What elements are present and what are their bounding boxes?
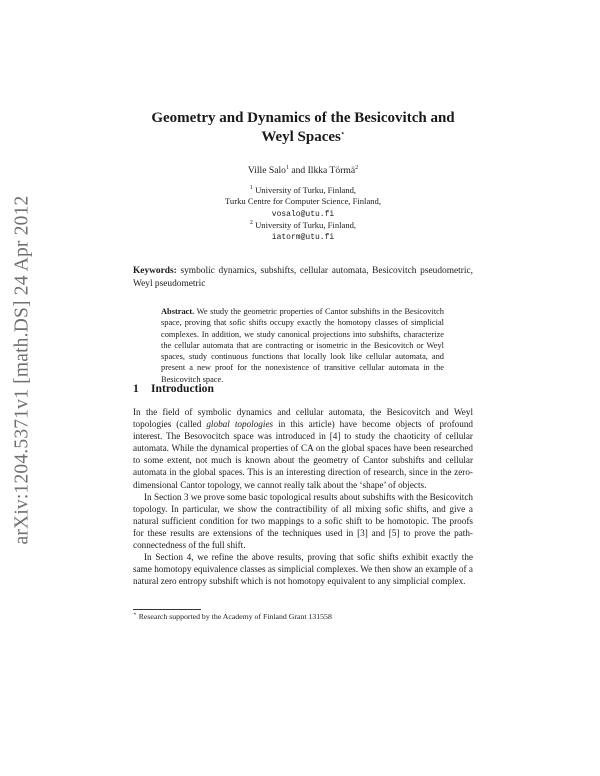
paragraph: In Section 3 we prove some basic topological results about subshifts with the Besicovitch topology. In particular, we show the contractibility of all mixing sofic shifts, and give a natural sufficient condition for two mappings to a sofic shift to be homotopic. The proofs for these results are extensions of the techniques used in [3] and [5] to prove the path-connectedness of the full shift. xyxy=(133,491,473,551)
footnote-text: Research supported by the Academy of Finland Grant 131558 xyxy=(136,612,332,621)
title-footnote-mark: ⋆ xyxy=(340,131,345,137)
abstract-label: Abstract. xyxy=(161,307,195,316)
keywords-text: symbolic dynamics, subshifts, cellular automata, Besicovitch pseudometric, Weyl pseudometric xyxy=(133,266,473,289)
paragraph xyxy=(133,406,473,491)
affiliation-line xyxy=(133,196,473,207)
paragraph-text: in this article) have become objects of profound interest. The Besovocitch space was introduced in [4] to study the chaoticity of cellular automata. While the dynamical properties of CA on the global spaces have been researched to some extent, not much is known about the geometry of Cantor subshifts and cellular automata in the global spaces. This is an interesting direction of research, since in the zero-dimensional Cantor topology, we cannot really talk about the ‘shape’ of objects. xyxy=(133,419,474,490)
footnote xyxy=(133,612,473,621)
affiliation-line xyxy=(133,231,473,243)
author-affil-mark: 1 xyxy=(285,164,289,171)
section-heading xyxy=(133,382,473,395)
affiliation-line xyxy=(133,185,473,196)
paragraph-text: In the field of symbolic dynamics and cellular automata, the Besicovitch and Weyl topologies (called xyxy=(133,407,473,430)
footnote-rule xyxy=(133,609,201,610)
keywords-label: Keywords: xyxy=(133,266,177,276)
arxiv-stamp-text: arXiv:1204.5371v1 [math.DS] 24 Apr 2012 xyxy=(12,195,33,545)
title-line-2: Weyl Spaces xyxy=(261,129,341,145)
emphasis-text: global topologies xyxy=(206,419,274,430)
affiliation-university: University of Turku, Finland, xyxy=(255,219,357,230)
affiliations xyxy=(133,185,473,243)
affiliation-centre: Turku Centre for Computer Science, Finland, xyxy=(224,196,382,207)
affiliation-university: University of Turku, Finland, xyxy=(255,185,357,195)
author-conjunction: and xyxy=(288,165,308,176)
arxiv-stamp xyxy=(8,180,38,560)
section-number: 1 xyxy=(133,382,139,395)
author-name: Ilkka Törmä xyxy=(307,165,356,176)
paragraph: In Section 4, we refine the above results, proving that sofic shifts exhibit exactly the same homotopy equivalence classes as simplicial complexes. We then show an example of a natural zero entropy subshift which is not homotopy equivalent to any simplicial complex. xyxy=(133,552,473,587)
author-list xyxy=(133,165,473,176)
affiliation-line xyxy=(133,208,473,220)
author-affil-mark: 2 xyxy=(355,164,359,171)
abstract-text: We study the geometric properties of Cantor subshifts in the Besicovitch space, proving that sofic shifts occupy exactly the homotopy classes of simplicial complexes. In addition, we study canonical projections into subshifts, characterize the cellular automata that are contracting or isometric in the Besicovitch or Weyl spaces, study continuous functions that locally look like cellular automata, and present a new proof for the nonexistence of transitive cellular automata in the Besicovitch space. xyxy=(161,307,444,384)
author-email[interactable]: iatorm@utu.fi xyxy=(271,233,335,243)
footnote-mark: ⋆ xyxy=(133,611,137,618)
affil-mark: 2 xyxy=(249,220,253,227)
section-title: Introduction xyxy=(151,382,214,395)
affiliation-line xyxy=(133,220,473,231)
abstract xyxy=(161,306,444,385)
title-line-1: Geometry and Dynamics of the Besicovitch and xyxy=(151,110,455,126)
paper-title xyxy=(133,109,473,147)
keywords xyxy=(133,265,473,291)
section-body xyxy=(133,406,473,587)
affil-mark: 1 xyxy=(249,185,253,192)
author-name: Ville Salo xyxy=(247,165,286,176)
author-email[interactable]: vosalo@utu.fi xyxy=(271,209,335,219)
